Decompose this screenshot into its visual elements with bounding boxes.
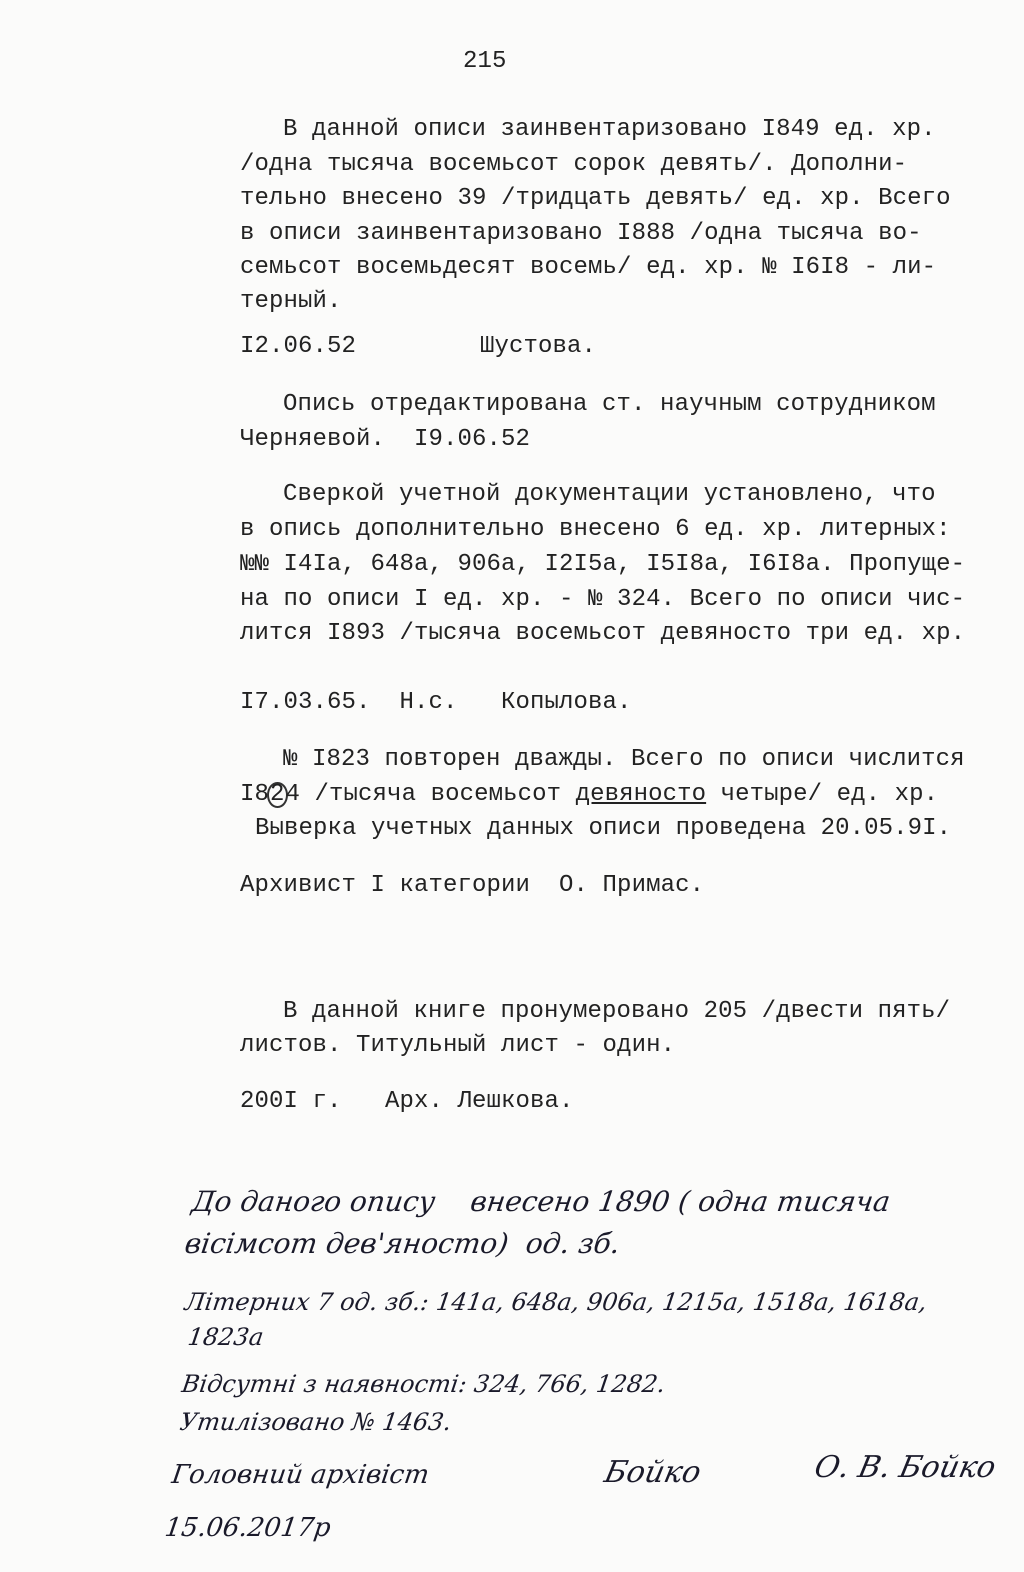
handwritten-line: Головний архівіст bbox=[169, 1460, 431, 1490]
text-line: Сверкой учетной документации установлено, что bbox=[283, 481, 936, 508]
text-line: В данной книге пронумеровано 205 /двести пять/ bbox=[283, 998, 951, 1025]
text-line: Выверка учетных данных описи проведена 20.05.9I. bbox=[255, 815, 952, 842]
text-line: В данной описи заинвентаризовано I849 ед. хр. bbox=[283, 116, 936, 143]
text-line: на по описи I ед. хр. - № 324. Всего по описи чис- bbox=[240, 586, 966, 613]
text-line bbox=[240, 783, 938, 807]
text-fragment: /тысяча восемьсот bbox=[300, 781, 576, 808]
handwritten-line: Відсутні з наявності: 324, 766, 1282. bbox=[180, 1370, 668, 1398]
handwritten-line: 1823а bbox=[186, 1323, 266, 1351]
text-line: в описи заинвентаризовано I888 /одна тысяча во- bbox=[240, 220, 922, 247]
underlined-word: девяносто bbox=[575, 781, 707, 808]
handwritten-line: 15.06.2017р bbox=[162, 1513, 333, 1543]
text-line: семьсот восемьдесят восемь/ ед. хр. № I6I8 - ли- bbox=[240, 254, 937, 281]
text-line: №№ I4Iа, 648а, 906а, I2I5а, I5I8а, I6I8а. Пропуще- bbox=[240, 551, 966, 578]
text-line: в опись дополнительно внесено 6 ед. хр. литерных: bbox=[240, 516, 951, 543]
text-fragment: I8 bbox=[240, 781, 270, 808]
text-line: листов. Титульный лист - один. bbox=[240, 1032, 676, 1059]
handwritten-line: Літерних 7 од. зб.: 141а, 648а, 906а, 1215а, 1518а, 1618а, bbox=[183, 1288, 929, 1316]
text-line: терный. bbox=[240, 288, 342, 315]
circled-correction: 2 bbox=[267, 782, 288, 808]
page-number: 215 bbox=[463, 48, 507, 75]
text-fragment: четыре/ ед. хр. bbox=[706, 781, 939, 808]
text-line: Черняевой. I9.06.52 bbox=[240, 426, 531, 453]
handwritten-line: Утилізовано № 1463. bbox=[178, 1408, 454, 1436]
text-line: № I823 повторен дважды. Всего по описи числится bbox=[283, 746, 965, 773]
signature-name: Шустова. bbox=[480, 333, 597, 360]
signature-date: I2.06.52 bbox=[240, 333, 357, 360]
text-line: /одна тысяча восемьсот сорок девять/. Дополни- bbox=[240, 151, 908, 178]
handwritten-line: До даного опису внесено 1890 ( одна тисяча bbox=[189, 1185, 893, 1218]
signature: О. В. Бойко bbox=[811, 1450, 999, 1485]
text-line: лится I893 /тысяча восемьсот девяносто три ед. хр. bbox=[240, 620, 966, 647]
signature-line: I7.03.65. Н.с. Копылова. bbox=[240, 689, 632, 716]
signature-line: Архивист I категории О. Примас. bbox=[240, 872, 705, 899]
signature: Бойко bbox=[601, 1455, 705, 1490]
text-line: тельно внесено 39 /тридцать девять/ ед. хр. Всего bbox=[240, 185, 951, 212]
text-fragment: 4 bbox=[285, 781, 301, 808]
signature-line: 200I г. Арх. Лешкова. bbox=[240, 1088, 574, 1115]
text-line: Опись отредактирована ст. научным сотрудником bbox=[283, 391, 936, 418]
handwritten-line: вісімсот дев'яносто) од. зб. bbox=[182, 1227, 623, 1260]
